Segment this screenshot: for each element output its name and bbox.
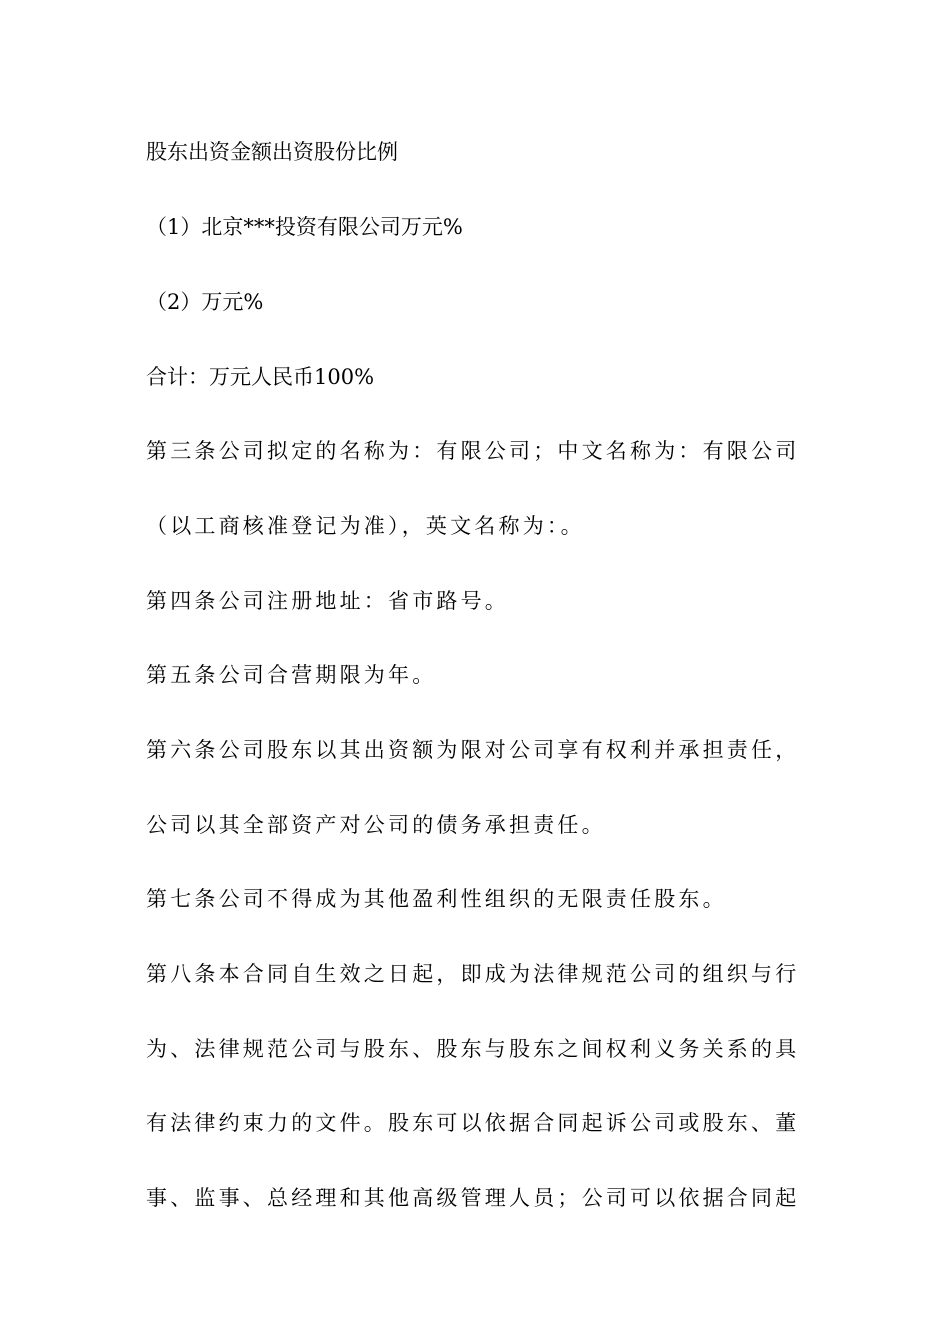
text-line-6: （以工商核准登记为准），英文名称为：。	[146, 514, 585, 538]
text-line-3: （2）万元%	[146, 290, 264, 314]
text-line-9: 第六条公司股东以其出资额为限对公司享有权利并承担责任，	[146, 738, 800, 762]
text-line-2: （1）北京***投资有限公司万元%	[146, 215, 463, 239]
text-line-12: 第八条本合同自生效之日起，即成为法律规范公司的组织与行	[146, 962, 800, 986]
text-line-14: 有法律约束力的文件。股东可以依据合同起诉公司或股东、董	[146, 1111, 800, 1135]
text-line-10: 公司以其全部资产对公司的债务承担责任。	[146, 813, 606, 837]
text-line-5: 第三条公司拟定的名称为：有限公司；中文名称为：有限公司	[146, 439, 800, 463]
text-line-11: 第七条公司不得成为其他盈利性组织的无限责任股东。	[146, 887, 727, 911]
text-line-4: 合计：万元人民币100%	[146, 365, 375, 389]
text-line-15: 事、监事、总经理和其他高级管理人员；公司可以依据合同起	[146, 1186, 800, 1210]
text-line-8: 第五条公司合营期限为年。	[146, 663, 437, 687]
text-line-7: 第四条公司注册地址：省市路号。	[146, 589, 509, 613]
text-line-1: 股东出资金额出资股份比例	[146, 140, 398, 164]
text-line-13: 为、法律规范公司与股东、股东与股东之间权利义务关系的具	[146, 1037, 800, 1061]
